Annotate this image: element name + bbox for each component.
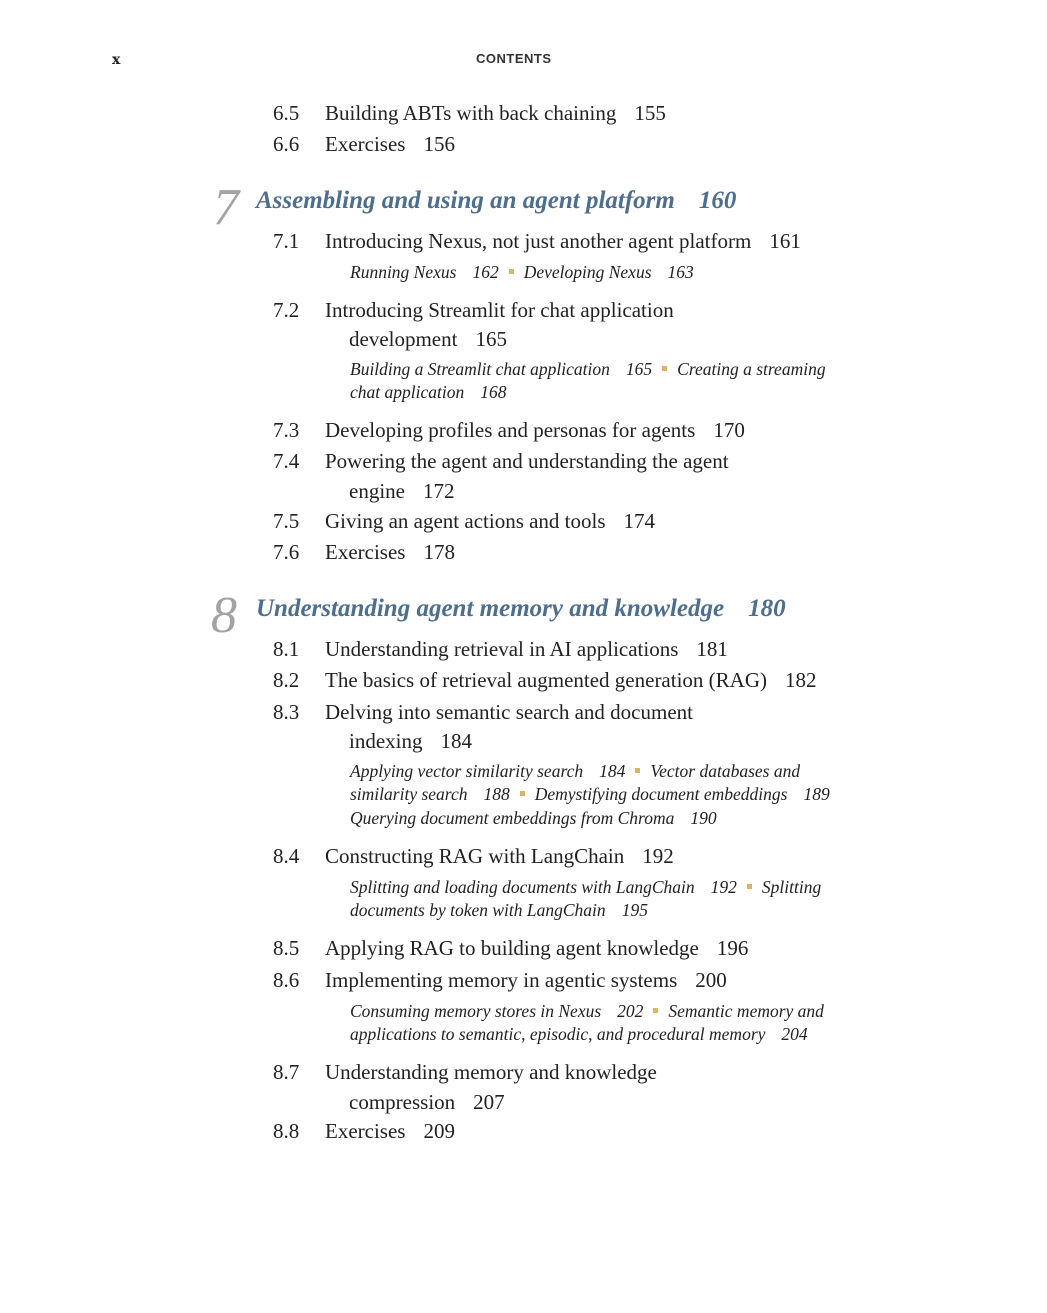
section-title: Exercises bbox=[325, 540, 406, 564]
toc-subsections-8-4 bbox=[350, 876, 821, 899]
page-number: 192 bbox=[642, 844, 674, 868]
subsection-title[interactable]: Querying document embeddings from Chroma bbox=[350, 808, 675, 828]
section-title: Delving into semantic search and document bbox=[325, 700, 693, 724]
section-number: 7.4 bbox=[273, 449, 300, 473]
section-title-cont: compression bbox=[349, 1090, 456, 1114]
bullet-separator bbox=[509, 269, 514, 274]
section-number: 7.5 bbox=[273, 509, 300, 533]
bullet-separator bbox=[520, 791, 525, 796]
toc-section-7-2[interactable] bbox=[273, 296, 674, 325]
page-number: 184 bbox=[599, 761, 626, 781]
subsection-title[interactable]: Running Nexus bbox=[350, 262, 457, 282]
section-title: The basics of retrieval augmented generation (RAG) bbox=[325, 668, 767, 692]
page-number: 162 bbox=[472, 262, 499, 282]
page-number: 170 bbox=[713, 418, 745, 442]
section-title: Constructing RAG with LangChain bbox=[325, 844, 625, 868]
page-number: 174 bbox=[623, 509, 656, 533]
chapter-title-text: Understanding agent memory and knowledge bbox=[256, 595, 725, 622]
section-title: Introducing Streamlit for chat application bbox=[325, 298, 674, 322]
subsection-title-cont[interactable]: applications to semantic, episodic, and procedural memory bbox=[350, 1024, 766, 1044]
page-number: 200 bbox=[695, 968, 727, 992]
page-number: 182 bbox=[785, 668, 817, 692]
toc-section-8-1[interactable] bbox=[273, 635, 728, 664]
subsection-title-cont[interactable]: documents by token with LangChain bbox=[350, 900, 606, 920]
toc-subsections-8-4-line2 bbox=[350, 899, 648, 922]
page-number: 190 bbox=[690, 808, 717, 828]
page-folio: x bbox=[112, 52, 121, 68]
bullet-separator bbox=[635, 768, 640, 773]
chapter-page: 180 bbox=[748, 595, 786, 622]
toc-section-8-2[interactable] bbox=[273, 666, 817, 695]
toc-subsections-8-3-line3 bbox=[350, 807, 717, 830]
toc-subsections-8-3-line2 bbox=[350, 783, 830, 806]
toc-section-8-3-cont[interactable] bbox=[349, 727, 472, 756]
page-number: 202 bbox=[617, 1001, 644, 1021]
toc-section-8-6[interactable] bbox=[273, 966, 727, 995]
page-number: 209 bbox=[423, 1119, 455, 1143]
section-title: Introducing Nexus, not just another agent platform bbox=[325, 229, 752, 253]
page-number: 161 bbox=[769, 229, 801, 253]
section-number: 7.3 bbox=[273, 418, 300, 442]
toc-section-8-7-cont[interactable] bbox=[349, 1088, 505, 1117]
section-title: Implementing memory in agentic systems bbox=[325, 968, 678, 992]
section-number: 8.7 bbox=[273, 1060, 300, 1084]
section-title: Building ABTs with back chaining bbox=[325, 101, 617, 125]
chapter-8-number: 8 bbox=[211, 587, 237, 644]
section-number: 8.8 bbox=[273, 1119, 300, 1143]
chapter-7-number: 7 bbox=[213, 179, 239, 236]
section-number: 6.6 bbox=[273, 132, 300, 156]
page-number: 195 bbox=[621, 900, 648, 920]
page-number: 204 bbox=[781, 1024, 808, 1044]
bullet-separator bbox=[747, 884, 752, 889]
section-title: Understanding memory and knowledge bbox=[325, 1060, 657, 1084]
section-number: 8.4 bbox=[273, 844, 300, 868]
subsection-title[interactable]: Creating a streaming bbox=[677, 359, 826, 379]
section-number: 8.6 bbox=[273, 968, 300, 992]
section-number: 7.6 bbox=[273, 540, 300, 564]
page-number: 163 bbox=[667, 262, 694, 282]
toc-section-8-4[interactable] bbox=[273, 842, 674, 871]
section-title-cont: engine bbox=[349, 479, 405, 503]
toc-section-7-3[interactable] bbox=[273, 416, 745, 445]
bullet-separator bbox=[662, 366, 667, 371]
page-number: 181 bbox=[696, 637, 728, 661]
toc-section-8-3[interactable] bbox=[273, 698, 693, 727]
page-number: 156 bbox=[423, 132, 455, 156]
subsection-title-cont[interactable]: similarity search bbox=[350, 784, 468, 804]
section-title-cont: development bbox=[349, 327, 458, 351]
toc-section-8-5[interactable] bbox=[273, 934, 748, 963]
page-number: 192 bbox=[710, 877, 737, 897]
section-title: Developing profiles and personas for agents bbox=[325, 418, 696, 442]
page-number: 184 bbox=[440, 729, 472, 753]
toc-section-8-7[interactable] bbox=[273, 1058, 657, 1087]
bullet-separator bbox=[653, 1008, 658, 1013]
toc-section-7-4-cont[interactable] bbox=[349, 477, 454, 506]
toc-section-6-6[interactable] bbox=[273, 130, 455, 159]
subsection-title-cont[interactable]: chat application bbox=[350, 382, 465, 402]
page-number: 196 bbox=[716, 936, 749, 960]
chapter-title-text: Assembling and using an agent platform bbox=[256, 187, 675, 214]
subsection-title[interactable]: Splitting and loading documents with LangChain bbox=[350, 877, 695, 897]
toc-subsections-8-3 bbox=[350, 760, 800, 783]
toc-subsections-8-6-line2 bbox=[350, 1023, 808, 1046]
toc-subsections-7-2-line2 bbox=[350, 381, 506, 404]
section-title: Powering the agent and understanding the agent bbox=[325, 449, 729, 473]
page-number: 155 bbox=[634, 101, 666, 125]
chapter-page: 160 bbox=[698, 187, 737, 214]
section-title: Exercises bbox=[325, 1119, 406, 1143]
section-title-cont: indexing bbox=[349, 729, 423, 753]
subsection-title[interactable]: Consuming memory stores in Nexus bbox=[350, 1001, 602, 1021]
page-number: 165 bbox=[625, 359, 653, 379]
subsection-title[interactable]: Vector databases and bbox=[650, 761, 801, 781]
section-number: 8.5 bbox=[273, 936, 300, 960]
chapter-8-title[interactable] bbox=[256, 594, 786, 624]
section-title: Understanding retrieval in AI applications bbox=[325, 637, 679, 661]
section-title: Giving an agent actions and tools bbox=[325, 509, 606, 533]
chapter-7-title[interactable] bbox=[256, 186, 736, 216]
toc-section-7-2-cont[interactable] bbox=[349, 325, 507, 354]
toc-subsections-7-2 bbox=[350, 358, 826, 381]
page-number: 189 bbox=[803, 784, 830, 804]
toc-section-8-8[interactable] bbox=[273, 1117, 455, 1146]
toc-section-7-4[interactable] bbox=[273, 447, 729, 476]
toc-section-7-5[interactable] bbox=[273, 507, 655, 536]
toc-subsections-8-6 bbox=[350, 1000, 824, 1023]
section-number: 8.2 bbox=[273, 668, 300, 692]
toc-subsections-7-1 bbox=[350, 261, 694, 284]
subsection-title[interactable]: Applying vector similarity search bbox=[350, 761, 584, 781]
running-head: CONTENTS bbox=[476, 51, 552, 66]
subsection-title[interactable]: Developing Nexus bbox=[523, 262, 652, 282]
page-number: 172 bbox=[422, 479, 455, 503]
section-number: 7.1 bbox=[273, 229, 300, 253]
section-title: Exercises bbox=[325, 132, 406, 156]
page-number: 188 bbox=[483, 784, 510, 804]
toc-section-7-6[interactable] bbox=[273, 538, 455, 567]
toc-section-6-5[interactable] bbox=[273, 99, 666, 128]
section-number: 6.5 bbox=[273, 101, 300, 125]
page-number: 178 bbox=[423, 540, 455, 564]
section-title: Applying RAG to building agent knowledge bbox=[325, 936, 699, 960]
subsection-title[interactable]: Demystifying document embeddings bbox=[534, 784, 788, 804]
section-number: 7.2 bbox=[273, 298, 300, 322]
section-number: 8.3 bbox=[273, 700, 300, 724]
subsection-title[interactable]: Building a Streamlit chat application bbox=[350, 359, 610, 379]
subsection-title[interactable]: Semantic memory and bbox=[668, 1001, 824, 1021]
subsection-title[interactable]: Splitting bbox=[761, 877, 822, 897]
page-number: 207 bbox=[473, 1090, 505, 1114]
toc-section-7-1[interactable] bbox=[273, 227, 801, 256]
page-number: 168 bbox=[480, 382, 507, 402]
section-number: 8.1 bbox=[273, 637, 300, 661]
page-number: 165 bbox=[475, 327, 507, 351]
